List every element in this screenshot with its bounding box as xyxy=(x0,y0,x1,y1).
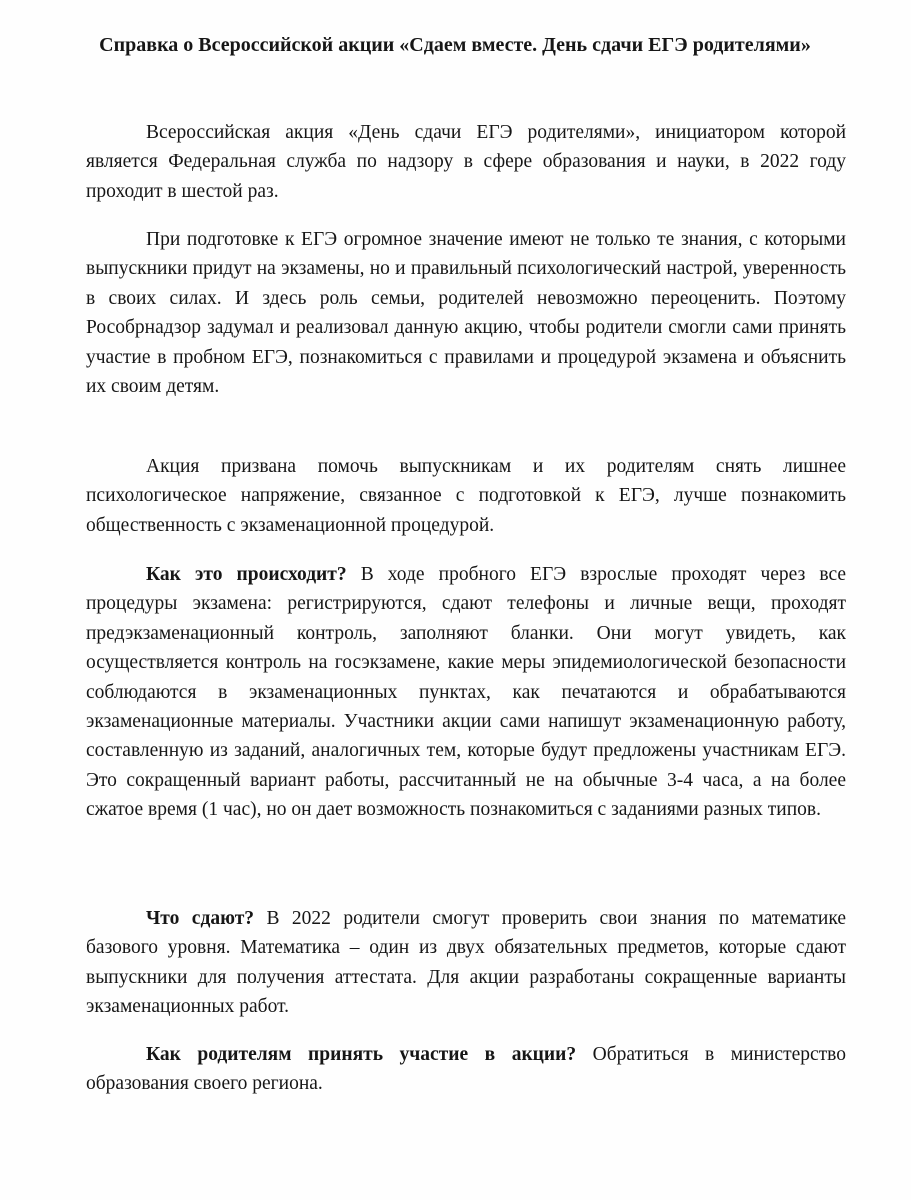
paragraph-lead: Как это происходит? xyxy=(146,564,347,585)
paragraph-text: В ходе пробного ЕГЭ взрослые проходят через все процедуры экзамена: регистрируются, сдают телефоны и личные вещи, проходят предэкзаменационный контроль, заполняют бланки. Они могут увидеть, как осуществляется контроль на госэкзамене, какие меры эпидемиологической безопасности соблюдаются в экзаменационных пунктах, как печатаются и обрабатываются экзаменационные материалы. Участники акции сами напишут экзаменационную работу, составленную из заданий, аналогичных тем, которые будут предложены участникам ЕГЭ. Это сокращенный вариант работы, рассчитанный не на обычные 3-4 часа, а на более сжатое время (1 час), но он дает возможность познакомиться с заданиями разных типов. xyxy=(86,564,846,821)
paragraph-how-it-works xyxy=(86,560,846,825)
paragraph-text: Акция призвана помочь выпускникам и их родителям снять лишнее психологическое напряжение, связанное с подготовкой к ЕГЭ, лучше познакомить общественность с экзаменационной процедурой. xyxy=(86,456,846,536)
paragraph-preparation xyxy=(86,225,846,401)
paragraph-purpose xyxy=(86,452,846,540)
paragraph-text: В 2022 родители смогут проверить свои знания по математике базового уровня. Математика – один из двух обязательных предметов, которые сдают выпускники для получения аттестата. Для акции разработаны сокращенные варианты экзаменационных работ. xyxy=(86,908,846,1018)
paragraph-lead: Как родителям принять участие в акции? xyxy=(146,1044,577,1065)
document-title: Справка о Всероссийской акции «Сдаем вместе. День сдачи ЕГЭ родителями» xyxy=(99,34,811,56)
paragraph-what-is-tested xyxy=(86,904,846,1022)
paragraph-text: Обратиться в министерство образования своего региона. xyxy=(86,1044,847,1095)
paragraph-how-to-participate xyxy=(86,1040,846,1099)
paragraph-lead: Что сдают? xyxy=(146,908,255,929)
paragraph-intro xyxy=(86,118,846,206)
paragraph-text: При подготовке к ЕГЭ огромное значение имеют не только те знания, с которыми выпускники придут на экзамены, но и правильный психологический настрой, уверенность в своих силах. И здесь роль семьи, родителей невозможно переоценить. Поэтому Рособрнадзор задумал и реализовал данную акцию, чтобы родители смогли сами принять участие в пробном ЕГЭ, познакомиться с правилами и процедурой экзамена и объяснить их своим детям. xyxy=(86,229,846,398)
paragraph-text: Всероссийская акция «День сдачи ЕГЭ родителями», инициатором которой является Федеральная служба по надзору в сфере образования и науки, в 2022 году проходит в шестой раз. xyxy=(86,122,846,202)
